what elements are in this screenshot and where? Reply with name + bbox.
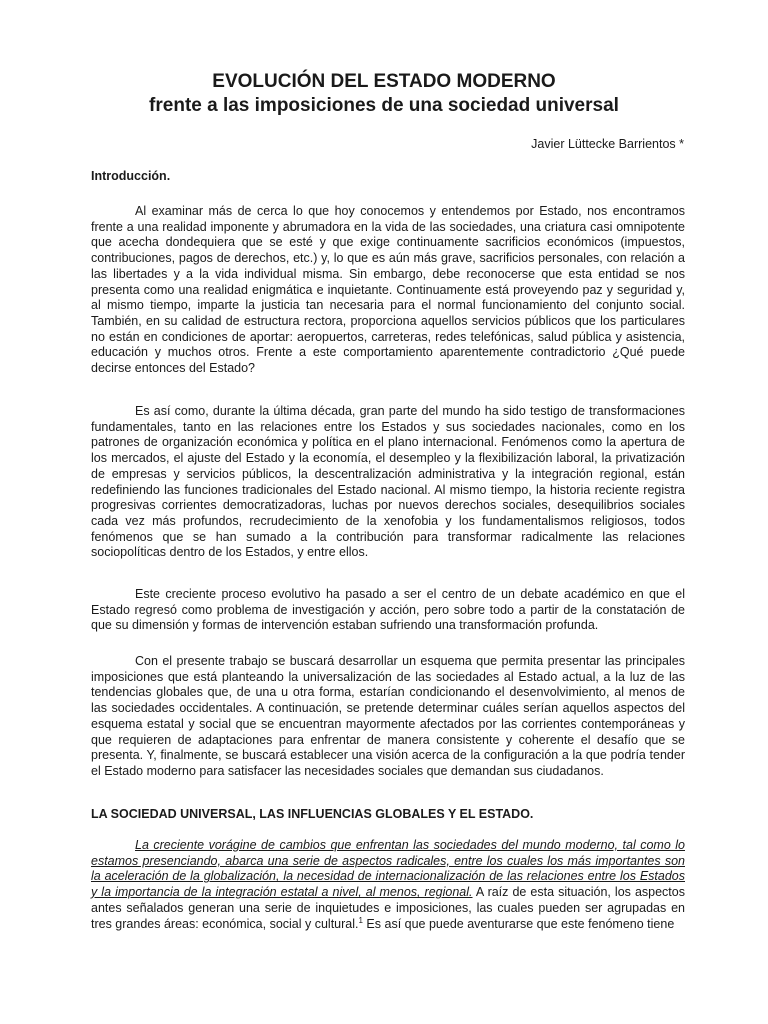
footnote-reference[interactable]: 1 — [358, 915, 363, 925]
document-subtitle: frente a las imposiciones de una sociedad universal — [149, 95, 619, 116]
document-title: EVOLUCIÓN DEL ESTADO MODERNO — [212, 71, 556, 92]
paragraph-text: A raíz de esta situación, los aspectos antes señalados generan una serie de inquietudes e imposiciones, las cuales pueden ser agrupadas en tres grandes áreas: económica, social y cultural. — [91, 885, 685, 931]
paragraph-text-continued: Es así que puede aventurarse que este fenómeno tiene — [362, 916, 675, 931]
intro-heading: Introducción. — [91, 169, 171, 183]
underlined-passage: La creciente vorágine de cambios que enfrentan las sociedades del mundo moderno, tal como lo estamos presenciando, abarca una serie de aspectos radicales, entre los cuales los más importantes son la aceleración de la globalización, la necesidad de internacionalización de las relaciones entre los Estados y la importancia de la integración estatal a nivel, al menos, regional. — [91, 838, 685, 900]
author-name: Javier Lüttecke Barrientos * — [531, 137, 684, 151]
paragraph-3: Este creciente proceso evolutivo ha pasado a ser el centro de un debate académico en que el Estado regresó como problema de investigación y acción, pero sobre todo a partir de la constatación de que su dimensión y formas de intervención estaban sufriendo una transformación profunda. — [91, 587, 685, 633]
section-paragraph — [91, 838, 685, 932]
paragraph-1: Al examinar más de cerca lo que hoy conocemos y entendemos por Estado, nos encontramos frente a una realidad imponente y abrumadora en la vida de las sociedades, una criatura casi omnipotente que acecha dondequiera que se esté y que exige continuamente sacrificios económicos (impuestos, contribuciones, pagos de derechos, etc.) y, lo que es aún más grave, sacrificios personales, con relación a las libertades y a la vida individual misma. Sin embargo, debe reconocerse que esta entidad se nos presenta como una realidad enigmática e inquietante. Continuamente está proveyendo paz y seguridad y, al mismo tiempo, imparte la justicia tan necesaria para el normal funcionamiento del conjunto social. También, en su calidad de estructura rectora, proporciona aquellos servicios públicos que los particulares no están en condiciones de aportar: aeropuertos, carreteras, redes telefónicas, salud pública y asistencia, educación y muchos otros. Frente a este comportamiento aparentemente contradictorio ¿Qué puede decirse entonces del Estado? — [91, 204, 685, 376]
paragraph-4: Con el presente trabajo se buscará desarrollar un esquema que permita presentar las principales imposiciones que está planteando la universalización de las sociedades al Estado actual, a la luz de las tendencias globales que, de una u otra forma, estarían condicionando el desenvolvimiento, al menos de las sociedades occidentales. A continuación, se pretende determinar cuáles serían aquellos aspectos del esquema estatal y social que se encuentran mayormente afectados por las corrientes contemporáneas y que requieren de adaptaciones para enfrentar de manera consistente y coherente el desafío que se presenta. Y, finalmente, se buscará establecer una visión acerca de la configuración a la que podría tender el Estado moderno para satisfacer las necesidades sociales que demandan sus ciudadanos. — [91, 654, 685, 778]
paragraph-2: Es así como, durante la última década, gran parte del mundo ha sido testigo de transformaciones fundamentales, tanto en las relaciones entre los Estados y sus sociedades nacionales, como en los patrones de organización económica y política en el plano internacional. Fenómenos como la apertura de los mercados, el ajuste del Estado y la economía, el desempleo y la flexibilización laboral, la privatización de empresas y servicios públicos, la descentralización administrativa y la integración regional, están redefiniendo las funciones tradicionales del Estado nacional. Al mismo tiempo, la historia reciente registra progresivas corrientes democratizadoras, luchas por nuevos derechos sociales, desequilibrios sociales cada vez más profundos, recrudecimiento de la xenofobia y los fundamentalismos religiosos, todos fenómenos que se han sumado a la contribución para transformar radicalmente las relaciones sociopolíticas dentro de los Estados, y entre ellos. — [91, 404, 685, 560]
section-heading: LA SOCIEDAD UNIVERSAL, LAS INFLUENCIAS GLOBALES Y EL ESTADO. — [91, 807, 534, 821]
